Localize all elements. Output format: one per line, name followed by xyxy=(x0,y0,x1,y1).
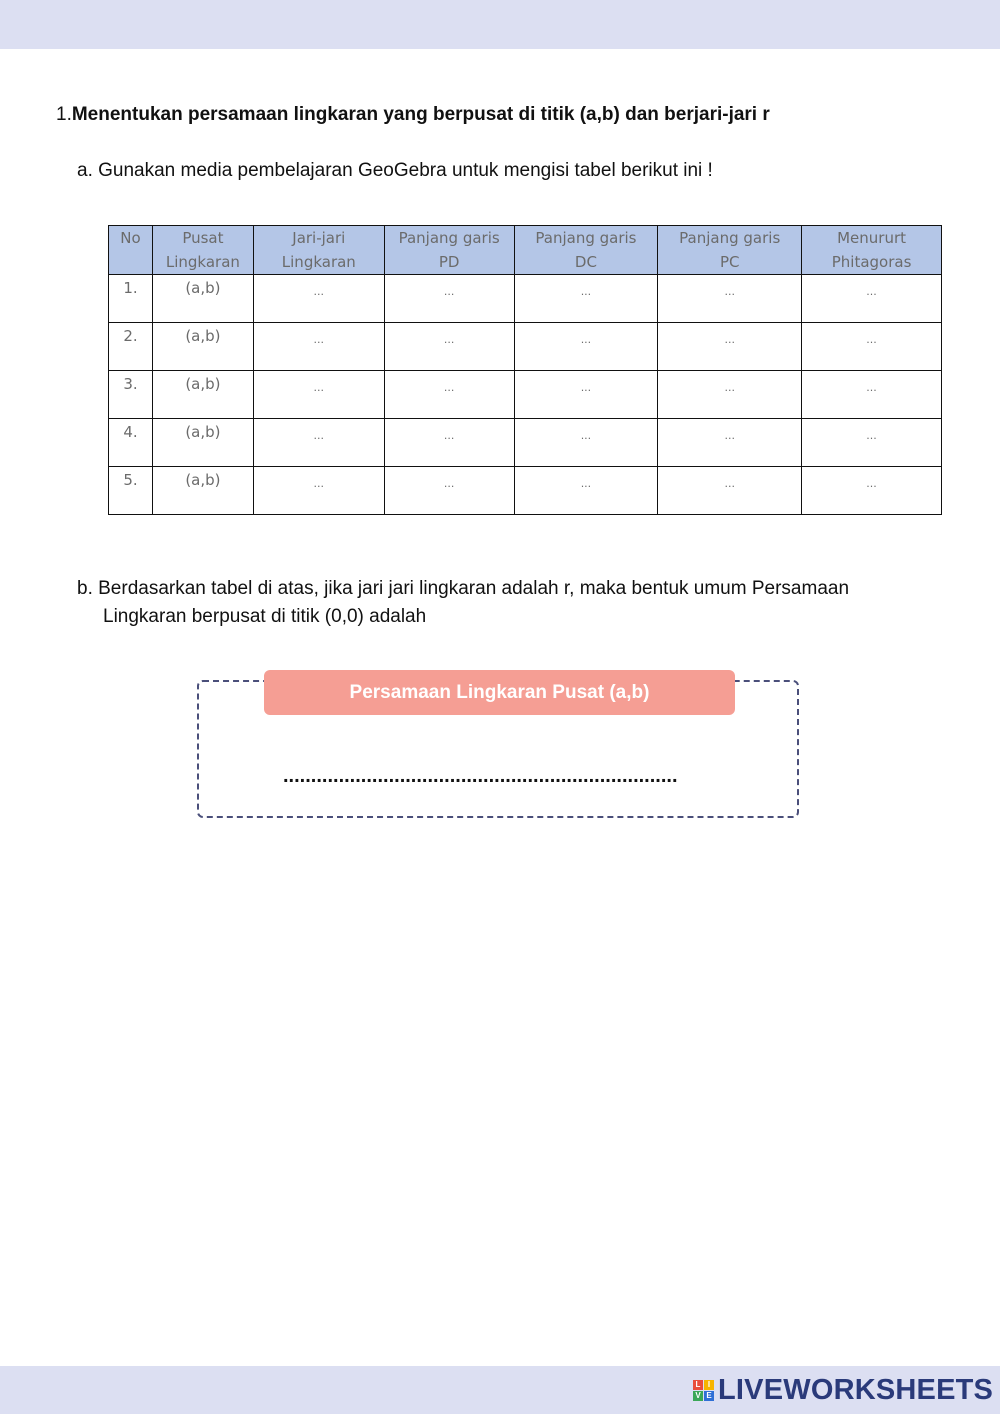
cell-input[interactable]: ... xyxy=(658,467,802,515)
cell-pusat: (a,b) xyxy=(152,323,253,371)
cell-input[interactable]: ... xyxy=(514,371,658,419)
cell-input[interactable]: ... xyxy=(802,371,942,419)
header-phitagoras: Menururt Phitagoras xyxy=(802,226,942,275)
header-pc: Panjang garis PC xyxy=(658,226,802,275)
table-row xyxy=(109,275,942,323)
table-row xyxy=(109,467,942,515)
table-row xyxy=(109,419,942,467)
cell-no: 4. xyxy=(109,419,153,467)
table-header-row xyxy=(109,226,942,275)
cell-input[interactable]: ... xyxy=(802,419,942,467)
cell-input[interactable]: ... xyxy=(658,275,802,323)
header-no: No xyxy=(109,226,153,275)
header-dc: Panjang garis DC xyxy=(514,226,658,275)
instruction-b-line1: b. Berdasarkan tabel di atas, jika jari jari lingkaran adalah r, maka bentuk umum Persamaan xyxy=(77,578,850,599)
cell-input[interactable]: ... xyxy=(802,275,942,323)
table-row xyxy=(109,323,942,371)
question-number: 1. xyxy=(56,104,72,125)
instruction-b xyxy=(77,575,957,631)
header-jari-jari: Jari-jari Lingkaran xyxy=(253,226,384,275)
cell-pusat: (a,b) xyxy=(152,275,253,323)
cell-input[interactable]: ... xyxy=(384,419,514,467)
cell-input[interactable]: ... xyxy=(384,323,514,371)
header-pusat: Pusat Lingkaran xyxy=(152,226,253,275)
cell-input[interactable]: ... xyxy=(384,371,514,419)
brand-name: LIVEWORKSHEETS xyxy=(718,1373,994,1406)
cell-input[interactable]: ... xyxy=(514,275,658,323)
cell-input[interactable]: ... xyxy=(514,419,658,467)
cell-input[interactable]: ... xyxy=(253,275,384,323)
cell-no: 2. xyxy=(109,323,153,371)
cell-no: 1. xyxy=(109,275,153,323)
cell-input[interactable]: ... xyxy=(384,467,514,515)
cell-input[interactable]: ... xyxy=(253,371,384,419)
instruction-b-line2: Lingkaran berpusat di titik (0,0) adalah xyxy=(103,606,427,627)
cell-input[interactable]: ... xyxy=(253,419,384,467)
cell-no: 3. xyxy=(109,371,153,419)
table-row xyxy=(109,371,942,419)
brand-logo xyxy=(693,1373,993,1407)
cell-input[interactable]: ... xyxy=(514,467,658,515)
answer-box-label: Persamaan Lingkaran Pusat (a,b) xyxy=(264,670,735,715)
question-text: Menentukan persamaan lingkaran yang berpusat di titik (a,b) dan berjari-jari r xyxy=(71,104,770,125)
cell-pusat: (a,b) xyxy=(152,419,253,467)
answer-input[interactable]: ....................................................................... xyxy=(283,765,678,787)
cell-input[interactable]: ... xyxy=(384,275,514,323)
cell-no: 5. xyxy=(109,467,153,515)
instruction-a: a. Gunakan media pembelajaran GeoGebra untuk mengisi tabel berikut ini ! xyxy=(77,160,713,181)
cell-input[interactable]: ... xyxy=(514,323,658,371)
cell-input[interactable]: ... xyxy=(253,323,384,371)
top-bar xyxy=(0,0,1000,49)
cell-input[interactable]: ... xyxy=(658,419,802,467)
cell-input[interactable]: ... xyxy=(253,467,384,515)
cell-input[interactable]: ... xyxy=(658,323,802,371)
cell-input[interactable]: ... xyxy=(802,323,942,371)
header-pd: Panjang garis PD xyxy=(384,226,514,275)
cell-pusat: (a,b) xyxy=(152,467,253,515)
question-title xyxy=(56,104,770,126)
liveworksheets-logo-icon: L I V E xyxy=(693,1380,714,1401)
cell-pusat: (a,b) xyxy=(152,371,253,419)
data-table xyxy=(108,225,942,515)
cell-input[interactable]: ... xyxy=(658,371,802,419)
cell-input[interactable]: ... xyxy=(802,467,942,515)
